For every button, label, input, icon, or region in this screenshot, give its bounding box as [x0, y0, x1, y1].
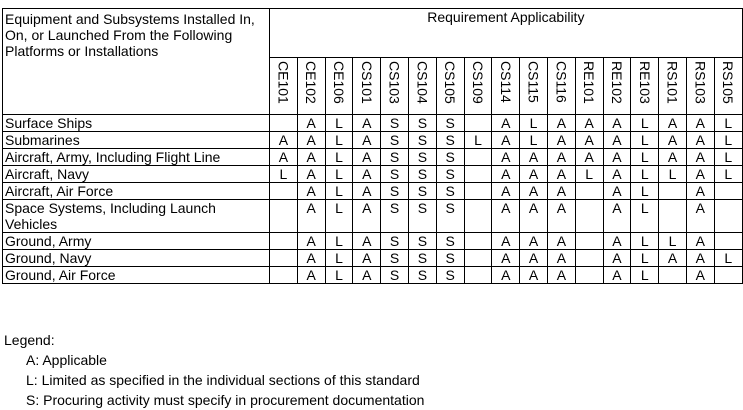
applicability-cell — [714, 233, 742, 250]
applicability-cell — [464, 267, 492, 284]
applicability-cell — [464, 250, 492, 267]
applicability-cell: A — [603, 166, 631, 183]
applicability-cell: A — [270, 149, 298, 166]
applicability-cell: S — [381, 132, 409, 149]
legend — [4, 330, 424, 410]
requirement-code-ce101 — [270, 58, 298, 115]
applicability-cell: A — [686, 166, 714, 183]
requirement-code-cs114 — [492, 58, 520, 115]
applicability-cell: A — [659, 250, 687, 267]
applicability-cell: A — [297, 267, 325, 284]
applicability-cell — [270, 200, 298, 233]
applicability-cell — [464, 115, 492, 132]
applicability-cell: L — [631, 183, 659, 200]
applicability-cell: L — [325, 132, 353, 149]
applicability-cell: S — [408, 233, 436, 250]
applicability-cell: S — [436, 183, 464, 200]
applicability-cell: A — [547, 267, 575, 284]
applicability-cell: A — [353, 166, 381, 183]
requirement-code-rs105 — [714, 58, 742, 115]
applicability-cell: A — [603, 200, 631, 233]
applicability-cell — [575, 233, 603, 250]
platform-column-header: Equipment and Subsystems Installed In, On, or Launched From the Following Platforms or Installations — [3, 9, 270, 115]
applicability-cell: A — [297, 149, 325, 166]
requirement-code-label: CS105 — [442, 61, 459, 104]
applicability-cell: S — [408, 183, 436, 200]
applicability-cell — [575, 183, 603, 200]
applicability-cell: S — [436, 200, 464, 233]
applicability-cell: S — [436, 115, 464, 132]
platform-label: Space Systems, Including Launch Vehicles — [3, 200, 270, 233]
applicability-cell: L — [325, 149, 353, 166]
applicability-cell: L — [631, 115, 659, 132]
legend-item-applicable: A: Applicable — [26, 352, 107, 368]
applicability-cell: L — [631, 267, 659, 284]
applicability-cell: A — [297, 183, 325, 200]
requirement-code-label: RE102 — [608, 61, 625, 104]
applicability-cell: S — [436, 149, 464, 166]
applicability-cell: S — [381, 200, 409, 233]
applicability-cell — [270, 115, 298, 132]
requirement-code-label: CS109 — [469, 61, 486, 104]
applicability-header: Requirement Applicability — [270, 9, 743, 58]
applicability-cell — [270, 267, 298, 284]
requirement-code-label: CE106 — [330, 61, 347, 104]
applicability-cell: L — [659, 233, 687, 250]
applicability-cell: A — [659, 132, 687, 149]
applicability-cell: A — [547, 166, 575, 183]
applicability-cell: A — [353, 200, 381, 233]
legend-item-specify: S: Procuring activity must specify in procurement documentation — [26, 392, 425, 408]
applicability-cell: L — [575, 166, 603, 183]
applicability-cell: A — [492, 115, 520, 132]
requirement-code-label: RS101 — [664, 61, 681, 104]
applicability-cell: L — [270, 166, 298, 183]
platform-label: Ground, Army — [3, 233, 270, 250]
applicability-cell: A — [659, 149, 687, 166]
applicability-cell: A — [603, 183, 631, 200]
requirement-code-label: CS101 — [358, 61, 375, 104]
applicability-cell: S — [381, 166, 409, 183]
applicability-cell: A — [603, 132, 631, 149]
platform-label: Aircraft, Army, Including Flight Line — [3, 149, 270, 166]
applicability-cell: A — [353, 149, 381, 166]
requirement-code-label: RS103 — [692, 61, 709, 104]
requirement-code-label: RE101 — [581, 61, 598, 104]
applicability-cell — [464, 149, 492, 166]
applicability-cell — [575, 267, 603, 284]
applicability-cell: A — [547, 183, 575, 200]
applicability-cell: A — [603, 267, 631, 284]
requirement-code-cs115 — [520, 58, 548, 115]
applicability-cell — [464, 183, 492, 200]
platform-label: Ground, Navy — [3, 250, 270, 267]
applicability-cell: L — [464, 132, 492, 149]
requirement-code-cs103 — [381, 58, 409, 115]
applicability-cell: L — [714, 115, 742, 132]
requirement-code-rs101 — [659, 58, 687, 115]
applicability-cell: S — [381, 149, 409, 166]
requirement-code-label: CS104 — [414, 61, 431, 104]
applicability-cell: A — [297, 250, 325, 267]
applicability-cell: A — [270, 132, 298, 149]
platform-label: Submarines — [3, 132, 270, 149]
applicability-cell: L — [714, 250, 742, 267]
applicability-cell — [464, 166, 492, 183]
platform-label: Aircraft, Air Force — [3, 183, 270, 200]
applicability-cell: A — [686, 233, 714, 250]
applicability-cell: S — [436, 233, 464, 250]
applicability-cell: A — [492, 132, 520, 149]
requirement-code-label: CS116 — [553, 61, 570, 103]
applicability-cell: L — [325, 115, 353, 132]
applicability-cell: A — [353, 183, 381, 200]
applicability-cell: S — [436, 166, 464, 183]
applicability-cell: A — [492, 149, 520, 166]
applicability-cell: L — [325, 250, 353, 267]
applicability-cell: A — [686, 200, 714, 233]
applicability-cell: A — [686, 132, 714, 149]
applicability-cell: L — [714, 149, 742, 166]
applicability-cell: S — [408, 166, 436, 183]
applicability-cell — [270, 183, 298, 200]
applicability-cell — [464, 200, 492, 233]
requirement-code-re103 — [631, 58, 659, 115]
table-row — [3, 250, 743, 267]
applicability-cell: L — [631, 132, 659, 149]
applicability-cell: A — [547, 115, 575, 132]
applicability-cell: A — [686, 183, 714, 200]
requirement-code-re101 — [575, 58, 603, 115]
table-row — [3, 149, 743, 166]
table-row — [3, 200, 743, 233]
requirement-code-cs109 — [464, 58, 492, 115]
table-row — [3, 166, 743, 183]
requirement-code-ce102 — [297, 58, 325, 115]
applicability-cell: S — [408, 267, 436, 284]
applicability-cell: A — [686, 149, 714, 166]
platform-label: Surface Ships — [3, 115, 270, 132]
applicability-cell — [575, 200, 603, 233]
table-row — [3, 115, 743, 132]
requirement-code-label: CS103 — [386, 61, 403, 104]
applicability-cell: A — [547, 250, 575, 267]
requirement-code-re102 — [603, 58, 631, 115]
applicability-cell — [714, 200, 742, 233]
applicability-cell: A — [297, 166, 325, 183]
applicability-cell: A — [492, 166, 520, 183]
applicability-cell: S — [408, 149, 436, 166]
applicability-cell: A — [659, 115, 687, 132]
applicability-cell: L — [631, 149, 659, 166]
applicability-cell — [270, 233, 298, 250]
applicability-cell: S — [436, 132, 464, 149]
applicability-cell: L — [325, 183, 353, 200]
applicability-cell — [659, 200, 687, 233]
applicability-cell — [464, 233, 492, 250]
requirement-code-label: CS115 — [525, 61, 542, 103]
applicability-cell: S — [436, 267, 464, 284]
applicability-cell: A — [547, 149, 575, 166]
applicability-cell: L — [325, 166, 353, 183]
requirement-code-label: RE103 — [636, 61, 653, 104]
requirement-code-ce106 — [325, 58, 353, 115]
applicability-cell: L — [631, 233, 659, 250]
platform-label: Ground, Air Force — [3, 267, 270, 284]
applicability-cell: A — [492, 183, 520, 200]
applicability-cell: L — [520, 115, 548, 132]
applicability-cell: A — [520, 233, 548, 250]
applicability-cell: A — [575, 132, 603, 149]
applicability-cell — [575, 250, 603, 267]
applicability-cell: S — [381, 115, 409, 132]
applicability-cell — [270, 250, 298, 267]
applicability-cell: A — [603, 250, 631, 267]
applicability-cell: A — [520, 267, 548, 284]
applicability-cell — [714, 267, 742, 284]
applicability-cell: A — [353, 132, 381, 149]
requirement-applicability-table — [2, 8, 743, 284]
applicability-cell: L — [631, 200, 659, 233]
applicability-cell: A — [353, 250, 381, 267]
applicability-cell: S — [436, 250, 464, 267]
applicability-cell: A — [520, 200, 548, 233]
requirement-code-label: CS114 — [497, 61, 514, 103]
applicability-cell: A — [520, 149, 548, 166]
applicability-cell: L — [659, 166, 687, 183]
applicability-cell: A — [353, 233, 381, 250]
applicability-cell: A — [547, 200, 575, 233]
platform-label: Aircraft, Navy — [3, 166, 270, 183]
applicability-cell: A — [520, 166, 548, 183]
applicability-cell: A — [603, 233, 631, 250]
applicability-cell: L — [325, 233, 353, 250]
table-row — [3, 267, 743, 284]
requirement-code-label: CE101 — [275, 61, 292, 104]
applicability-cell: S — [381, 233, 409, 250]
applicability-cell: S — [408, 200, 436, 233]
applicability-cell: A — [492, 233, 520, 250]
applicability-cell: A — [547, 233, 575, 250]
applicability-cell: A — [520, 250, 548, 267]
applicability-cell: A — [353, 267, 381, 284]
applicability-cell: L — [520, 132, 548, 149]
applicability-cell: A — [297, 233, 325, 250]
applicability-cell — [659, 267, 687, 284]
applicability-cell: L — [714, 166, 742, 183]
applicability-cell: L — [714, 132, 742, 149]
applicability-cell: S — [408, 132, 436, 149]
applicability-cell: A — [547, 132, 575, 149]
applicability-cell: L — [631, 250, 659, 267]
applicability-cell: S — [381, 267, 409, 284]
requirement-code-cs105 — [436, 58, 464, 115]
requirement-code-cs104 — [408, 58, 436, 115]
legend-title: Legend: — [4, 332, 55, 348]
applicability-cell: L — [631, 166, 659, 183]
applicability-cell: A — [297, 200, 325, 233]
applicability-cell: A — [686, 115, 714, 132]
applicability-cell: A — [492, 250, 520, 267]
applicability-cell: L — [325, 267, 353, 284]
applicability-cell: S — [381, 250, 409, 267]
table-row — [3, 132, 743, 149]
applicability-cell: S — [408, 115, 436, 132]
applicability-cell: A — [686, 250, 714, 267]
applicability-cell: A — [575, 115, 603, 132]
applicability-cell: A — [492, 267, 520, 284]
table-row — [3, 233, 743, 250]
applicability-cell: S — [381, 183, 409, 200]
applicability-cell: A — [603, 115, 631, 132]
requirement-code-cs101 — [353, 58, 381, 115]
applicability-cell: A — [520, 183, 548, 200]
applicability-cell: A — [297, 132, 325, 149]
applicability-cell: A — [686, 267, 714, 284]
requirement-code-label: CE102 — [303, 61, 320, 104]
table-row — [3, 183, 743, 200]
requirement-code-cs116 — [547, 58, 575, 115]
applicability-cell: A — [297, 115, 325, 132]
applicability-cell: A — [353, 115, 381, 132]
applicability-cell: A — [492, 200, 520, 233]
applicability-cell — [714, 183, 742, 200]
applicability-cell — [659, 183, 687, 200]
requirement-code-rs103 — [686, 58, 714, 115]
applicability-cell: A — [575, 149, 603, 166]
legend-item-limited: L: Limited as specified in the individual sections of this standard — [26, 372, 420, 388]
applicability-cell: S — [408, 250, 436, 267]
applicability-cell: L — [325, 200, 353, 233]
requirement-code-label: RS105 — [720, 61, 737, 104]
applicability-cell: A — [603, 149, 631, 166]
